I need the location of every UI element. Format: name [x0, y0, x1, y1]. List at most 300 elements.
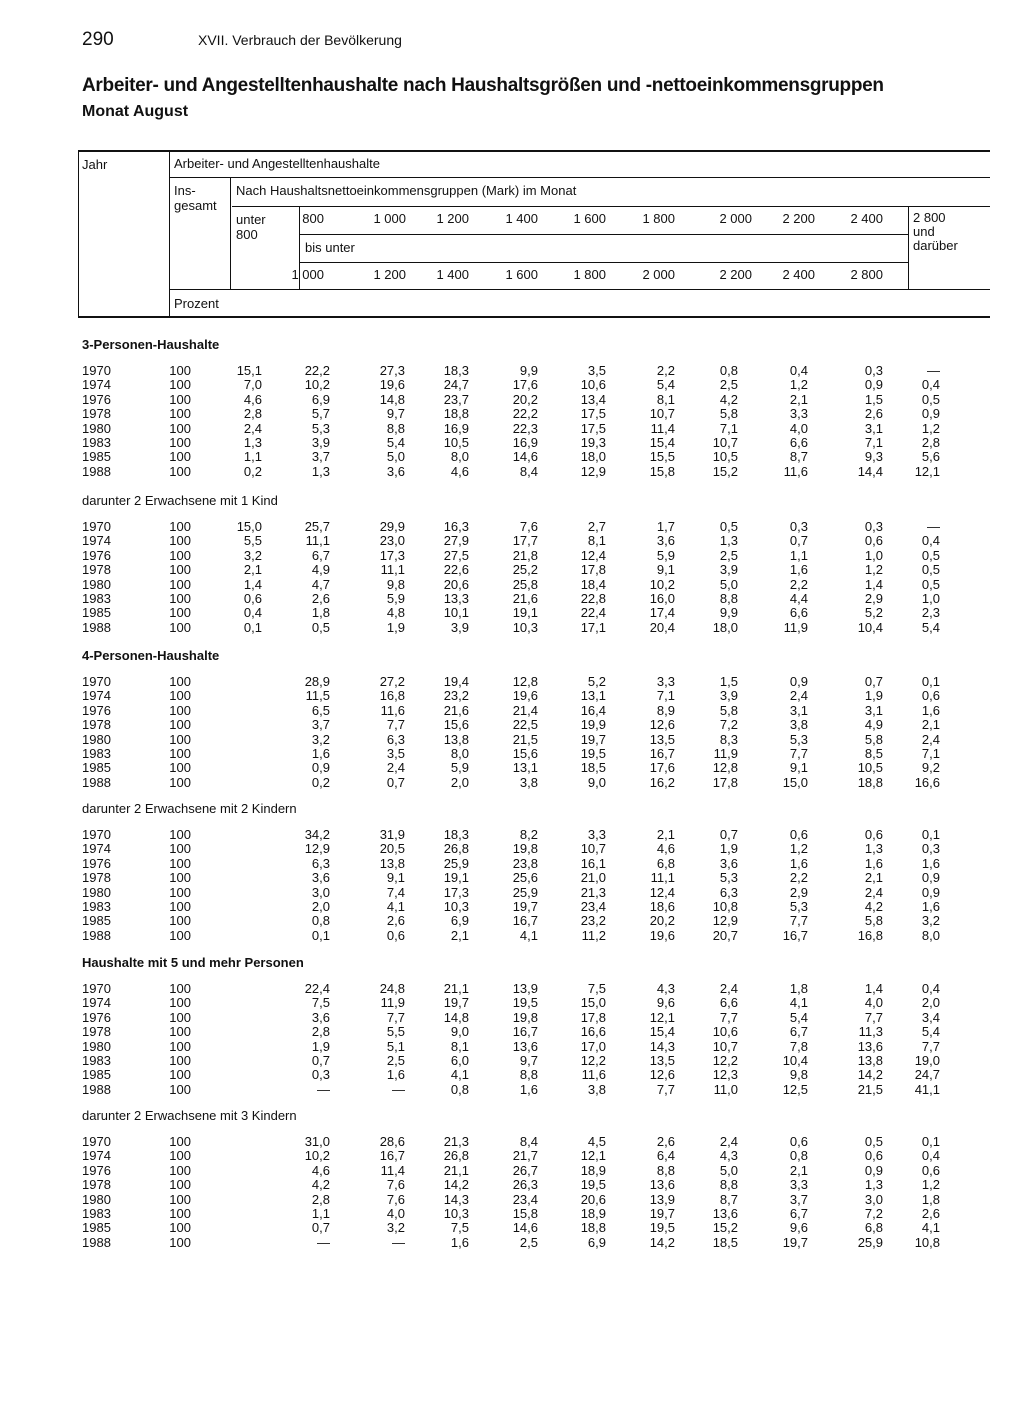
row-value: 25,9	[857, 1234, 883, 1250]
row-value: 1,2	[921, 1177, 940, 1193]
row-value: 2,4	[719, 1134, 738, 1149]
row-value: 20,5	[379, 841, 405, 857]
row-value: 26,3	[512, 1177, 538, 1193]
header-top-1: 2 800	[913, 210, 946, 225]
row-value: 0,1	[921, 827, 940, 842]
row-value: 3,6	[719, 855, 738, 871]
row-value: 7,1	[921, 746, 940, 761]
row-value: 13,6	[512, 1038, 538, 1054]
row-value: 19,6	[379, 377, 405, 393]
row-value: 2,5	[519, 1234, 538, 1250]
row-value: 2,4	[921, 731, 940, 747]
row-value: 14,6	[512, 449, 538, 465]
row-value: 23,7	[443, 391, 469, 407]
row-value: 0,5	[921, 391, 940, 407]
row-value: 2,6	[656, 1134, 675, 1149]
row-year: 1985	[82, 760, 111, 776]
row-year: 1983	[82, 591, 111, 606]
row-total: 100	[169, 406, 191, 422]
table-row	[0, 450, 1024, 464]
row-value: 22,8	[580, 591, 606, 606]
row-value: 11,4	[650, 420, 675, 436]
row-value: 17,5	[580, 420, 606, 436]
row-value: 12,3	[712, 1067, 738, 1083]
row-value: 25,6	[512, 870, 538, 886]
header-upper-bound: 2 800	[850, 267, 883, 282]
row-value: 5,3	[789, 899, 808, 914]
row-total: 100	[169, 674, 191, 689]
row-value: 7,7	[656, 1081, 675, 1097]
row-value: 11,6	[380, 702, 405, 718]
row-value: 3,3	[656, 674, 675, 689]
table-row	[0, 857, 1024, 871]
row-value: 0,7	[719, 827, 738, 842]
table-row	[0, 1135, 1024, 1149]
row-value: 22,5	[512, 717, 538, 733]
table-row	[0, 929, 1024, 943]
table-row	[0, 1193, 1024, 1207]
row-year: 1988	[82, 1081, 111, 1097]
row-value: 9,6	[656, 995, 675, 1011]
header-lower-bound: 800	[302, 211, 324, 226]
table-row	[0, 842, 1024, 856]
row-value: 13,3	[443, 591, 469, 606]
table-row	[0, 871, 1024, 885]
row-value: 29,9	[379, 519, 405, 534]
row-value: 3,9	[719, 562, 738, 578]
row-value: 8,0	[450, 449, 469, 465]
row-value: 1,8	[311, 605, 330, 621]
row-total: 100	[169, 870, 191, 886]
row-value: 0,8	[450, 1081, 469, 1097]
row-value: 2,5	[719, 547, 738, 563]
header-upper-bound: 1 400	[436, 267, 469, 282]
row-value: 10,4	[857, 619, 883, 635]
row-total: 100	[169, 1206, 191, 1221]
row-value: 7,7	[864, 1009, 883, 1025]
table-row	[0, 704, 1024, 718]
row-value: 5,3	[789, 731, 808, 747]
row-value: 1,6	[789, 855, 808, 871]
row-value: 3,9	[311, 435, 330, 450]
header-rule-income	[232, 206, 990, 207]
row-value: 2,3	[921, 605, 940, 621]
row-value: 9,9	[719, 605, 738, 621]
row-value: 3,1	[864, 702, 883, 718]
row-value: 0,7	[311, 1220, 330, 1236]
row-year: 1983	[82, 435, 111, 450]
row-total: 100	[169, 995, 191, 1011]
header-unter-2: 800	[236, 227, 258, 242]
row-value: 1,4	[864, 576, 883, 592]
row-value: 21,6	[443, 702, 469, 718]
row-total: 100	[169, 519, 191, 534]
row-value: 14,2	[857, 1067, 883, 1083]
row-value: 1,6	[921, 855, 940, 871]
row-value: 13,5	[649, 1053, 675, 1068]
row-value: 11,3	[858, 1024, 883, 1040]
row-value: 12,4	[580, 547, 606, 563]
row-value: 0,5	[921, 576, 940, 592]
table-row	[0, 776, 1024, 790]
header-lower-bound: 1 000	[373, 211, 406, 226]
row-value: 11,4	[380, 1162, 405, 1178]
row-value: 21,3	[580, 884, 606, 900]
row-value: 13,5	[649, 731, 675, 747]
header-group: Arbeiter- und Angestelltenhaushalte	[174, 156, 380, 171]
row-value: 2,1	[789, 1162, 808, 1178]
row-value: 7,5	[450, 1220, 469, 1236]
row-value: —	[317, 1081, 330, 1097]
row-value: 0,6	[789, 827, 808, 842]
row-value: 7,5	[311, 995, 330, 1011]
row-value: 12,4	[649, 884, 675, 900]
row-value: 9,0	[587, 774, 606, 790]
table-row	[0, 733, 1024, 747]
row-value: 0,4	[921, 1148, 940, 1164]
row-value: 8,8	[519, 1067, 538, 1083]
row-value: 0,4	[921, 377, 940, 393]
row-value: 19,6	[512, 688, 538, 704]
row-value: 0,4	[243, 605, 262, 621]
row-total: 100	[169, 619, 191, 635]
row-value: 20,4	[649, 619, 675, 635]
row-value: 12,8	[712, 760, 738, 776]
row-value: 2,8	[243, 406, 262, 422]
row-value: 2,9	[789, 884, 808, 900]
row-value: 7,0	[243, 377, 262, 393]
section-title: Haushalte mit 5 und mehr Personen	[82, 955, 304, 970]
row-value: 14,2	[443, 1177, 469, 1193]
row-value: 3,1	[864, 420, 883, 436]
row-value: 8,0	[450, 746, 469, 761]
row-value: 4,1	[386, 899, 405, 914]
row-value: 11,6	[581, 1067, 606, 1083]
row-value: 0,6	[921, 1162, 940, 1178]
row-value: 1,6	[450, 1234, 469, 1250]
row-value: 17,5	[580, 406, 606, 422]
row-value: 13,6	[857, 1038, 883, 1054]
row-value: 16,7	[379, 1148, 405, 1164]
row-year: 1970	[82, 827, 111, 842]
row-value: 34,2	[304, 827, 330, 842]
row-value: 1,2	[789, 377, 808, 393]
row-value: 6,3	[311, 855, 330, 871]
row-value: 0,4	[921, 981, 940, 996]
header-top-2: und	[913, 224, 935, 239]
row-value: 19,1	[443, 870, 469, 886]
row-value: 31,9	[379, 827, 405, 842]
row-value: 0,8	[789, 1148, 808, 1164]
row-value: 19,8	[512, 1009, 538, 1025]
row-value: 0,3	[311, 1067, 330, 1083]
header-prozent: Prozent	[174, 296, 219, 311]
row-value: 13,8	[379, 855, 405, 871]
row-value: 20,6	[443, 576, 469, 592]
row-value: 2,5	[719, 377, 738, 393]
row-value: 1,2	[789, 841, 808, 857]
row-value: 7,5	[587, 981, 606, 996]
row-value: 6,6	[789, 435, 808, 450]
row-value: 7,2	[864, 1206, 883, 1221]
row-total: 100	[169, 1162, 191, 1178]
row-value: 0,6	[243, 591, 262, 606]
row-value: 1,8	[921, 1191, 940, 1207]
row-value: 27,9	[443, 533, 469, 549]
row-value: 17,0	[580, 1038, 606, 1054]
row-value: 18,3	[443, 363, 469, 378]
row-value: 1,1	[311, 1206, 330, 1221]
row-value: 5,8	[864, 731, 883, 747]
row-value: 21,1	[443, 1162, 469, 1178]
row-value: 16,4	[580, 702, 606, 718]
row-value: 7,2	[719, 717, 738, 733]
row-year: 1974	[82, 841, 111, 857]
row-value: 26,7	[512, 1162, 538, 1178]
section-title: 3-Personen-Haushalte	[82, 337, 220, 352]
row-value: 2,2	[789, 870, 808, 886]
row-value: 21,5	[857, 1081, 883, 1097]
row-value: 1,2	[864, 562, 883, 578]
row-year: 1980	[82, 1038, 111, 1054]
row-total: 100	[169, 420, 191, 436]
row-value: 2,0	[450, 774, 469, 790]
row-value: 8,1	[656, 391, 675, 407]
row-value: 0,9	[921, 884, 940, 900]
row-total: 100	[169, 717, 191, 733]
row-value: 1,0	[921, 591, 940, 606]
row-value: 0,2	[311, 774, 330, 790]
row-value: 10,2	[304, 377, 330, 393]
row-value: 18,3	[443, 827, 469, 842]
row-total: 100	[169, 1053, 191, 1068]
row-value: 20,2	[649, 913, 675, 929]
header-upper-bound: 2 000	[642, 267, 675, 282]
table-row	[0, 1178, 1024, 1192]
row-total: 100	[169, 1234, 191, 1250]
row-value: 1,1	[243, 449, 262, 465]
header-rule-bis-unter	[300, 234, 908, 235]
row-value: 0,5	[864, 1134, 883, 1149]
row-total: 100	[169, 731, 191, 747]
table-row	[0, 393, 1024, 407]
row-value: 3,6	[386, 463, 405, 479]
row-value: 16,2	[649, 774, 675, 790]
row-value: 15,5	[649, 449, 675, 465]
table-row	[0, 718, 1024, 732]
row-value: 1,6	[519, 1081, 538, 1097]
row-value: 10,5	[712, 449, 738, 465]
row-value: 0,7	[386, 774, 405, 790]
row-value: 6,8	[864, 1220, 883, 1236]
row-value: 19,7	[443, 995, 469, 1011]
row-value: 1,4	[243, 576, 262, 592]
row-value: 13,4	[580, 391, 606, 407]
row-value: 8,3	[719, 731, 738, 747]
row-value: 2,8	[311, 1191, 330, 1207]
row-value: 0,3	[864, 363, 883, 378]
header-top-3: darüber	[913, 238, 958, 253]
row-value: 3,3	[789, 406, 808, 422]
row-value: 21,6	[512, 591, 538, 606]
row-value: 23,0	[379, 533, 405, 549]
row-value: 11,1	[305, 533, 330, 549]
row-value: 0,9	[921, 406, 940, 422]
row-value: 14,2	[649, 1234, 675, 1250]
row-value: 16,7	[512, 1024, 538, 1040]
row-value: 4,1	[789, 995, 808, 1011]
row-year: 1974	[82, 533, 111, 549]
row-total: 100	[169, 1024, 191, 1040]
table-row	[0, 1083, 1024, 1097]
row-year: 1978	[82, 1024, 111, 1040]
row-value: 23,8	[512, 855, 538, 871]
header-jahr: Jahr	[82, 157, 108, 172]
row-year: 1985	[82, 449, 111, 465]
row-value: 21,3	[443, 1134, 469, 1149]
row-value: 2,7	[587, 519, 606, 534]
row-total: 100	[169, 377, 191, 393]
row-value: 22,4	[304, 981, 330, 996]
row-value: 21,0	[580, 870, 606, 886]
row-value: 17,7	[512, 533, 538, 549]
row-value: 7,7	[386, 1009, 405, 1025]
row-value: 15,6	[512, 746, 538, 761]
row-value: 28,9	[304, 674, 330, 689]
row-total: 100	[169, 702, 191, 718]
row-value: 5,0	[719, 1162, 738, 1178]
row-value: 3,8	[519, 774, 538, 790]
row-value: 5,6	[921, 449, 940, 465]
row-value: 0,9	[864, 1162, 883, 1178]
row-value: 7,1	[864, 435, 883, 450]
row-total: 100	[169, 1191, 191, 1207]
table-row	[0, 606, 1024, 620]
row-value: 5,7	[311, 406, 330, 422]
row-value: 0,1	[921, 674, 940, 689]
row-value: 27,5	[443, 547, 469, 563]
row-value: 3,9	[450, 619, 469, 635]
row-value: 3,6	[656, 533, 675, 549]
row-value: 7,6	[386, 1191, 405, 1207]
row-value: 3,0	[864, 1191, 883, 1207]
table-row	[0, 578, 1024, 592]
row-value: 13,9	[649, 1191, 675, 1207]
row-total: 100	[169, 827, 191, 842]
header-lower-bound: 1 600	[573, 211, 606, 226]
row-value: 15,4	[649, 435, 675, 450]
row-value: 22,2	[304, 363, 330, 378]
row-value: 5,4	[656, 377, 675, 393]
row-value: 19,1	[512, 605, 538, 621]
row-year: 1974	[82, 377, 111, 393]
row-value: 14,8	[443, 1009, 469, 1025]
row-value: 9,8	[789, 1067, 808, 1083]
running-head: XVII. Verbrauch der Bevölkerung	[198, 32, 402, 48]
row-value: 3,2	[386, 1220, 405, 1236]
row-value: 10,7	[712, 435, 738, 450]
table-top-rule	[78, 150, 990, 152]
row-value: 9,3	[864, 449, 883, 465]
row-value: 19,7	[649, 1206, 675, 1221]
row-value: 5,8	[719, 702, 738, 718]
row-value: 17,6	[512, 377, 538, 393]
row-value: 3,7	[311, 717, 330, 733]
row-value: 0,8	[719, 363, 738, 378]
row-value: 8,1	[450, 1038, 469, 1054]
row-value: 18,8	[580, 1220, 606, 1236]
row-value: 2,1	[789, 391, 808, 407]
row-total: 100	[169, 1148, 191, 1164]
row-total: 100	[169, 774, 191, 790]
row-value: 6,8	[656, 855, 675, 871]
row-value: 6,7	[311, 547, 330, 563]
row-value: 0,4	[789, 363, 808, 378]
row-value: 8,8	[386, 420, 405, 436]
row-value: 1,6	[921, 899, 940, 914]
row-value: 10,4	[782, 1053, 808, 1068]
row-year: 1970	[82, 981, 111, 996]
row-value: 12,1	[649, 1009, 675, 1025]
row-total: 100	[169, 547, 191, 563]
row-value: 41,1	[914, 1081, 940, 1097]
row-value: 16,9	[512, 435, 538, 450]
header-vline-insgesamt	[230, 178, 231, 289]
table-row	[0, 886, 1024, 900]
row-value: 10,2	[304, 1148, 330, 1164]
row-value: 6,9	[450, 913, 469, 929]
row-year: 1974	[82, 688, 111, 704]
row-value: 21,7	[512, 1148, 538, 1164]
header-insgesamt-1: Ins-	[174, 183, 196, 198]
row-value: 18,9	[580, 1162, 606, 1178]
row-value: 7,7	[386, 717, 405, 733]
row-value: 5,3	[719, 870, 738, 886]
row-value: 10,7	[580, 841, 606, 857]
header-rule-group	[170, 177, 990, 178]
row-value: 10,2	[649, 576, 675, 592]
row-value: 7,1	[719, 420, 738, 436]
row-value: 19,5	[649, 1220, 675, 1236]
row-value: 9,0	[450, 1024, 469, 1040]
row-value: 4,3	[656, 981, 675, 996]
table-row	[0, 828, 1024, 842]
row-value: 0,6	[864, 533, 883, 549]
row-value: 31,0	[304, 1134, 330, 1149]
row-value: 9,1	[386, 870, 405, 886]
row-value: 26,8	[443, 1148, 469, 1164]
row-value: 19,4	[443, 674, 469, 689]
row-total: 100	[169, 981, 191, 996]
row-value: 4,7	[311, 576, 330, 592]
row-value: 17,4	[649, 605, 675, 621]
row-value: 10,8	[712, 899, 738, 914]
row-value: 15,2	[712, 1220, 738, 1236]
row-value: 4,9	[311, 562, 330, 578]
row-value: 18,0	[580, 449, 606, 465]
row-value: 7,4	[386, 884, 405, 900]
row-value: 15,8	[649, 463, 675, 479]
row-value: 10,6	[580, 377, 606, 393]
row-value: 15,2	[712, 463, 738, 479]
page-title: Arbeiter- und Angestelltenhaushalte nach Haushaltsgrößen und -nettoeinkommensgruppen	[82, 75, 884, 96]
row-value: 2,5	[386, 1053, 405, 1068]
row-value: 3,0	[311, 884, 330, 900]
row-value: 24,8	[379, 981, 405, 996]
row-total: 100	[169, 899, 191, 914]
row-value: 11,6	[783, 463, 808, 479]
table-row	[0, 563, 1024, 577]
